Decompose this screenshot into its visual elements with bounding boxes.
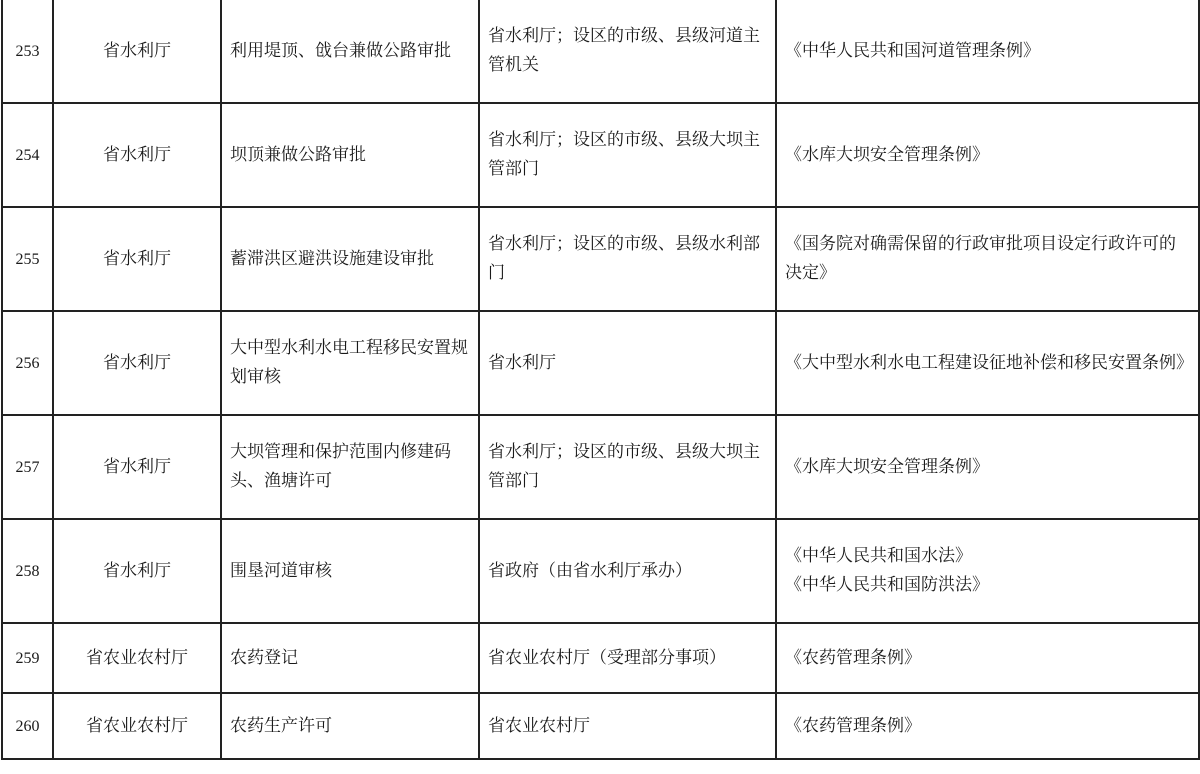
department: 省水利厅 bbox=[53, 207, 221, 311]
approval-item: 围垦河道审核 bbox=[221, 519, 479, 623]
approval-item: 蓄滞洪区避洪设施建设审批 bbox=[221, 207, 479, 311]
item-number: 256 bbox=[2, 311, 53, 415]
legal-basis bbox=[776, 519, 1199, 623]
implementing-agency: 省水利厅 bbox=[479, 311, 776, 415]
table-row bbox=[2, 311, 1199, 415]
legal-basis-line: 《大中型水利水电工程建设征地补偿和移民安置条例》 bbox=[785, 352, 1193, 373]
implementing-agency: 省水利厅；设区的市级、县级大坝主管部门 bbox=[479, 103, 776, 207]
legal-basis bbox=[776, 103, 1199, 207]
table-row bbox=[2, 103, 1199, 207]
item-number: 254 bbox=[2, 103, 53, 207]
legal-basis-line: 《中华人民共和国河道管理条例》 bbox=[785, 40, 1040, 61]
legal-basis-line: 《水库大坝安全管理条例》 bbox=[785, 144, 989, 165]
department: 省水利厅 bbox=[53, 103, 221, 207]
department: 省水利厅 bbox=[53, 0, 221, 103]
item-number: 260 bbox=[2, 693, 53, 759]
table-row bbox=[2, 623, 1199, 693]
implementing-agency: 省水利厅；设区的市级、县级大坝主管部门 bbox=[479, 415, 776, 519]
legal-basis-line: 《中华人民共和国防洪法》 bbox=[785, 575, 989, 595]
approval-items-table bbox=[1, 0, 1200, 760]
table-row bbox=[2, 415, 1199, 519]
legal-basis-line: 《水库大坝安全管理条例》 bbox=[785, 456, 989, 477]
legal-basis bbox=[776, 311, 1199, 415]
table-row bbox=[2, 519, 1199, 623]
implementing-agency: 省政府（由省水利厅承办） bbox=[479, 519, 776, 623]
department: 省水利厅 bbox=[53, 415, 221, 519]
legal-basis-line: 《国务院对确需保留的行政审批项目设定行政许可的决定》 bbox=[785, 234, 1176, 283]
item-number: 255 bbox=[2, 207, 53, 311]
table-row bbox=[2, 0, 1199, 103]
legal-basis-line: 《农药管理条例》 bbox=[785, 715, 921, 736]
implementing-agency: 省农业农村厅 bbox=[479, 693, 776, 759]
approval-item: 大中型水利水电工程移民安置规划审核 bbox=[221, 311, 479, 415]
department: 省农业农村厅 bbox=[53, 693, 221, 759]
table-row bbox=[2, 207, 1199, 311]
approval-item: 利用堤顶、戗台兼做公路审批 bbox=[221, 0, 479, 103]
approval-item: 坝顶兼做公路审批 bbox=[221, 103, 479, 207]
legal-basis bbox=[776, 623, 1199, 693]
legal-basis-line: 《农药管理条例》 bbox=[785, 647, 921, 668]
implementing-agency: 省水利厅；设区的市级、县级河道主管机关 bbox=[479, 0, 776, 103]
implementing-agency: 省农业农村厅（受理部分事项） bbox=[479, 623, 776, 693]
legal-basis-line: 《中华人民共和国水法》 bbox=[785, 546, 972, 566]
department: 省水利厅 bbox=[53, 519, 221, 623]
approval-item: 大坝管理和保护范围内修建码头、渔塘许可 bbox=[221, 415, 479, 519]
department: 省农业农村厅 bbox=[53, 623, 221, 693]
implementing-agency: 省水利厅；设区的市级、县级水利部门 bbox=[479, 207, 776, 311]
department: 省水利厅 bbox=[53, 311, 221, 415]
approval-item: 农药生产许可 bbox=[221, 693, 479, 759]
legal-basis bbox=[776, 0, 1199, 103]
approval-item: 农药登记 bbox=[221, 623, 479, 693]
item-number: 253 bbox=[2, 0, 53, 103]
item-number: 257 bbox=[2, 415, 53, 519]
legal-basis bbox=[776, 693, 1199, 759]
item-number: 258 bbox=[2, 519, 53, 623]
legal-basis bbox=[776, 207, 1199, 311]
table-row bbox=[2, 693, 1199, 759]
legal-basis bbox=[776, 415, 1199, 519]
item-number: 259 bbox=[2, 623, 53, 693]
